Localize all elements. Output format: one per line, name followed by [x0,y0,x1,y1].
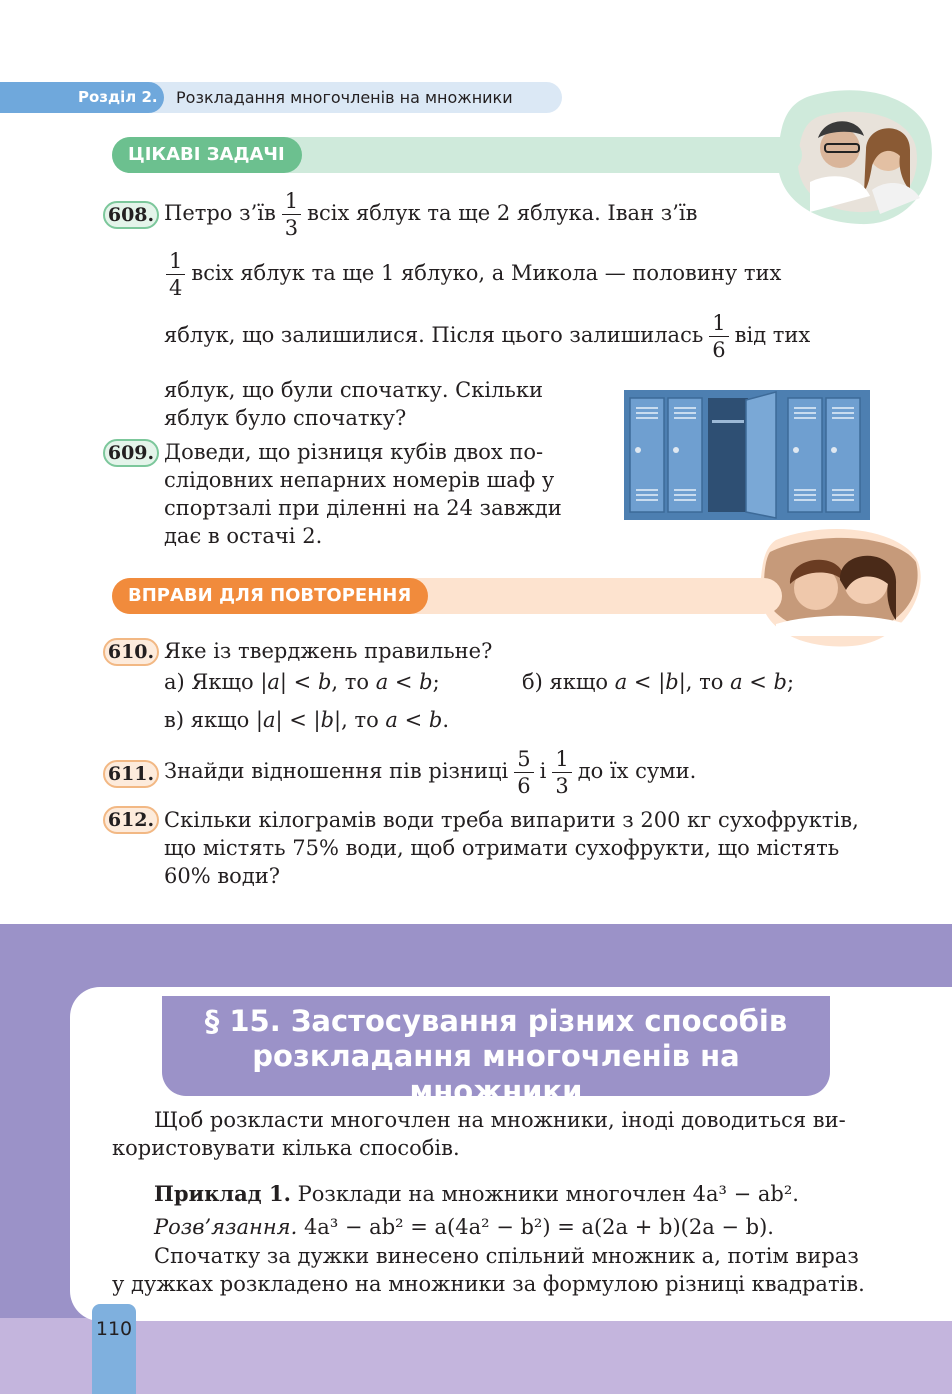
problem-610-question: Яке із тверджень правильне? [164,639,493,663]
text: від тих [734,323,811,347]
denominator: 3 [555,774,569,798]
result: a < b [375,670,433,694]
problem-610-option-b [522,668,794,696]
section-chip [0,82,164,113]
numerator: 1 [552,746,571,773]
text: в) якщо [164,708,256,732]
result: a < b [385,708,443,732]
review-exercises-label: ВПРАВИ ДЛЯ ПОВТОРЕННЯ [112,578,428,614]
text: , то [685,670,731,694]
example-text: Розклади на множники многочлен 4a³ − ab². [297,1182,799,1206]
text: і [539,759,547,783]
text: б) якщо [522,670,615,694]
paragraph-title-line-2: розкладання многочленів на множники [252,1039,740,1108]
example-1 [154,1180,799,1208]
problem-610-option-a [164,668,440,696]
numerator: 1 [282,188,301,215]
denominator: 4 [169,276,183,300]
problem-610-option-c [164,706,449,734]
text: ; [787,670,795,694]
problem-611-line-1 [164,746,696,799]
example-label: Приклад 1. [154,1181,291,1206]
girls-photo [756,524,924,652]
section-label: Розділ 2. [78,88,158,106]
result: a < b [730,670,788,694]
problem-612-line-2: що містять 75% води, щоб отримати сухофрукти, що містять [164,836,840,860]
denominator: 3 [284,216,299,240]
text: а) Якщо [164,670,261,694]
interesting-tasks-label: ЦІКАВІ ЗАДАЧІ [112,137,302,173]
denominator: 6 [712,338,726,362]
numerator: 1 [709,310,728,337]
problem-608-line-1 [164,188,697,241]
lockers-illustration [624,390,870,520]
problem-609-line-2: слідовних непарних номерів шаф у [164,468,555,492]
problem-608-line-3 [164,310,810,363]
solution-label: Розв’язання. [154,1215,298,1239]
problem-612-line-3: 60% води? [164,864,281,888]
fraction [514,746,533,799]
problem-612-line-1: Скільки кілограмів води треба випарити з 200 кг сухофруктів, [164,808,859,832]
page-number: 110 [95,1318,133,1340]
solution [154,1213,774,1241]
text: , то [331,670,376,694]
intro-line-1: Щоб розкласти многочлен на множники, іноді доводиться ви- [154,1108,846,1132]
problem-609-line-4: дає в остачі 2. [164,524,323,548]
fraction [166,248,185,301]
explanation-line-2: у дужках розкладено на множники за формулою різниці квадратів. [112,1272,865,1296]
text: ; [432,670,440,694]
footer-band [0,1318,952,1394]
text: всіх яблук та ще 2 яблука. Іван з’їв [307,201,698,225]
text: всіх яблук та ще 1 яблуко, а Микола — половину тих [191,261,782,285]
problem-608-line-2 [160,248,781,301]
section-title: Розкладання многочленів на множники [176,88,513,107]
text: до їх суми. [577,759,697,783]
condition: |a| < b [260,670,332,694]
condition: |a| < |b| [255,708,342,732]
numerator: 1 [166,248,185,275]
condition: a < |b| [614,670,686,694]
problem-608-line-5: яблук було спочатку? [164,406,407,430]
problem-609-line-3: спортзалі при діленні на 24 завжди [164,496,562,520]
problem-number: 611. [103,760,159,788]
paragraph-title [162,1004,830,1109]
fraction [552,746,571,799]
solution-text: 4a³ − ab² = a(4a² − b²) = a(2a + b)(2a − b). [303,1215,774,1239]
text: . [442,708,450,732]
text: Знайди відношення пів різниці [164,759,509,783]
text: Петро з’їв [164,201,276,225]
intro-line-2: користовувати кілька способів. [112,1136,460,1160]
text: , то [341,708,386,732]
problem-number: 608. [103,201,159,229]
problem-number: 612. [103,806,159,834]
problem-number: 610. [103,638,159,666]
paragraph-title-line-1: § 15. Застосування різних способів [204,1004,788,1038]
explanation-line-1: Спочатку за дужки винесено спільний множник a, потім вираз [154,1244,859,1268]
text: яблук, що залишилися. Після цього залишилась [164,323,704,347]
problem-609-line-1: Доведи, що різниця кубів двох по- [164,440,544,464]
problem-number: 609. [103,439,159,467]
problem-608-line-4: яблук, що були спочатку. Скільки [164,378,543,402]
fraction [709,310,728,363]
numerator: 5 [514,746,533,773]
denominator: 6 [517,774,531,798]
fraction [282,188,301,241]
